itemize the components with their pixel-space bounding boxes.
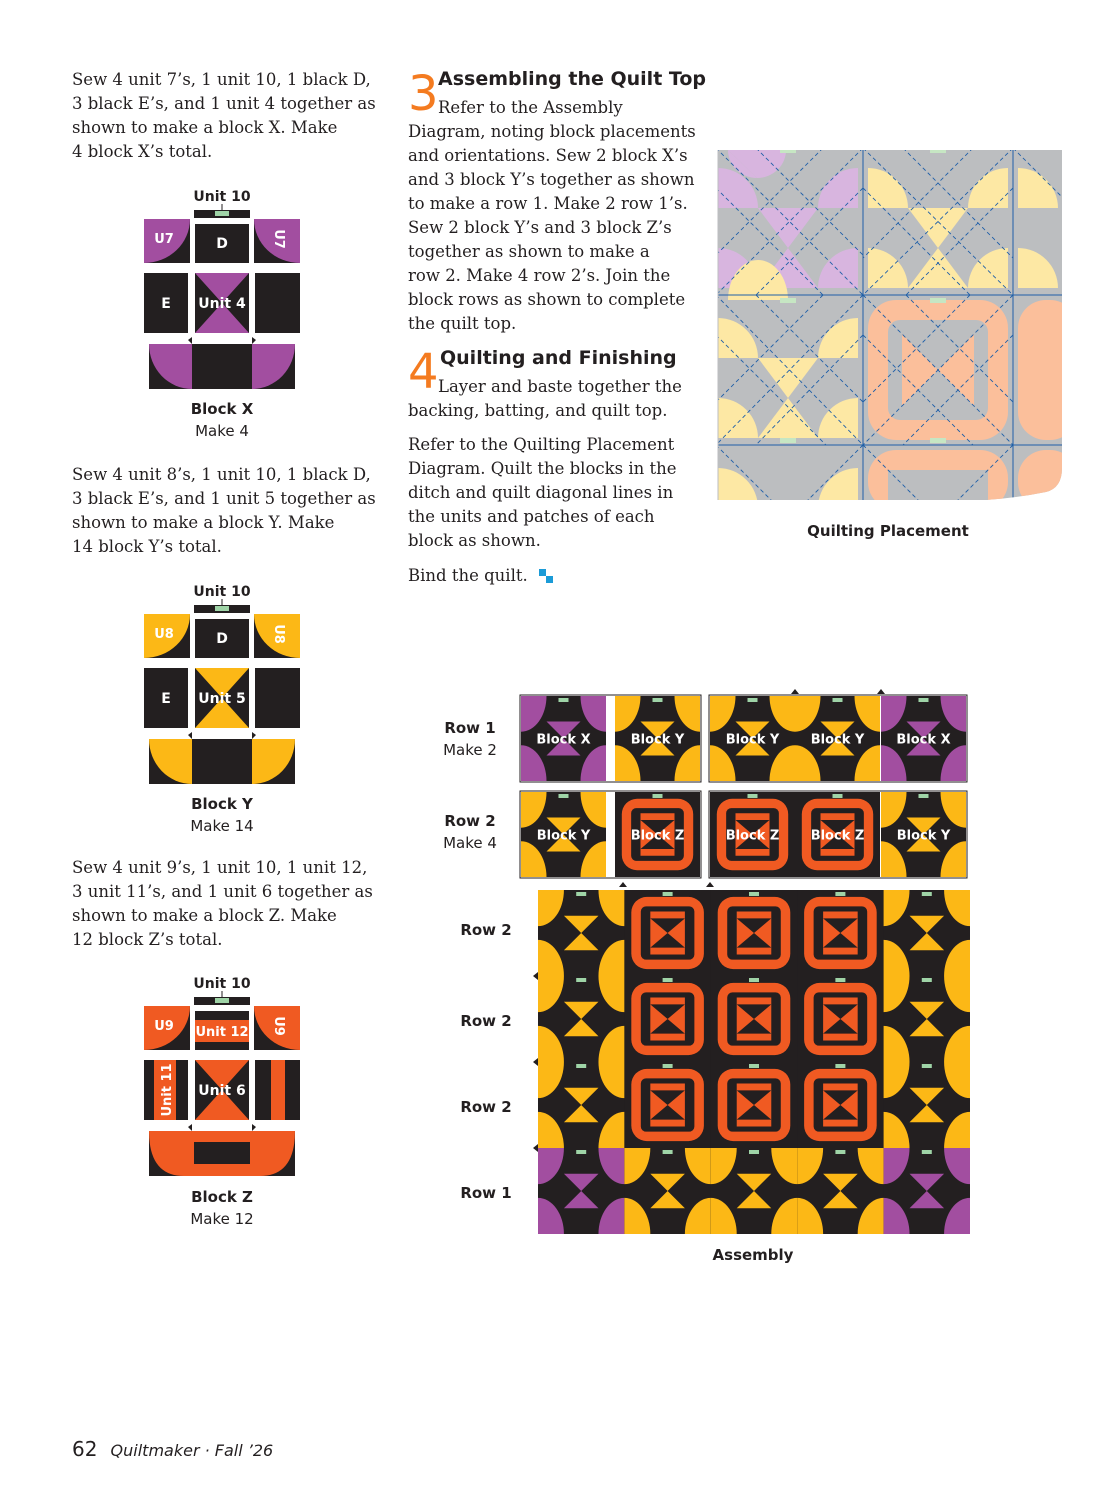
quilting-placement-diagram <box>716 148 1066 508</box>
unit10-label: Unit 10 <box>193 189 251 205</box>
center-label: Unit 4 <box>198 296 246 312</box>
block-label: Block X <box>896 732 951 748</box>
block-label: Block X <box>536 732 591 748</box>
seam-arrow <box>877 689 885 694</box>
publication-name: Quiltmaker · Fall ’26 <box>110 1441 274 1460</box>
caption-title: Block Z <box>191 1188 253 1206</box>
block-x <box>521 696 606 781</box>
block-y <box>538 1062 624 1148</box>
end-mark-icon <box>539 569 553 583</box>
block-z <box>797 890 883 976</box>
block-x-caption <box>122 398 322 442</box>
instructions-block-y: Sew 4 unit 8’s, 1 unit 10, 1 black D, 3 black E’s, and 1 unit 5 together as shown to make a block Y. Make 14 block Y’s total. <box>72 465 376 556</box>
caption-make: Make 12 <box>190 1210 254 1228</box>
block-z <box>624 976 710 1062</box>
block-label: Block Y <box>810 732 865 748</box>
block-z <box>615 792 700 877</box>
bind-line: Bind the quilt. <box>408 564 553 588</box>
center-label: Unit 5 <box>198 691 246 707</box>
block-label: Block Y <box>536 828 591 844</box>
assembly-caption <box>653 1244 853 1266</box>
grid-row-label: Row 2 <box>460 1098 512 1116</box>
block-label: Block Y <box>630 732 685 748</box>
block-label: Block Y <box>896 828 951 844</box>
caption-title: Block Y <box>191 795 253 813</box>
step-3-title: Assembling the Quilt Top <box>438 68 706 90</box>
corner-label: U7 <box>154 232 174 247</box>
block-x-diagram <box>142 184 302 394</box>
patch-e <box>255 668 300 728</box>
block-z <box>711 1062 797 1148</box>
block-label: Block Z <box>725 828 780 844</box>
block-y <box>710 696 795 781</box>
page-number: 62 <box>72 1437 98 1461</box>
block-z <box>797 1062 883 1148</box>
block-label: Block Y <box>725 732 780 748</box>
unit10-label: Unit 10 <box>193 584 251 600</box>
block-y <box>538 890 624 976</box>
block-z <box>711 976 797 1062</box>
grid-row-label: Row 1 <box>460 1184 512 1202</box>
unit-12-label: Unit 12 <box>195 1025 249 1040</box>
seam-arrow <box>619 882 627 887</box>
row1-label: Row 1 Make 2 <box>443 719 497 759</box>
patch-d-label: D <box>216 631 228 647</box>
caption-make: Make 14 <box>190 817 254 835</box>
caption-make: Make 4 <box>195 422 249 440</box>
seam-arrow <box>533 1058 538 1066</box>
instructions-block-x: Sew 4 unit 7’s, 1 unit 10, 1 black D, 3 black E’s, and 1 unit 4 together as shown to make a block X. Make 4 block X’s total. <box>72 70 376 161</box>
block-z-diagram <box>142 971 302 1181</box>
block-y <box>538 976 624 1062</box>
page-footer <box>72 1437 273 1461</box>
block-label: Block Z <box>630 828 685 844</box>
block-y-caption <box>122 793 322 837</box>
block-y <box>624 1148 710 1234</box>
grid-row-label: Row 2 <box>460 921 512 939</box>
block-y-diagram <box>142 579 302 789</box>
block-x <box>881 696 966 781</box>
step-3-number: 3 <box>408 66 439 122</box>
block-y <box>884 976 970 1062</box>
caption-title: Assembly <box>712 1246 794 1264</box>
quilting-placement-caption <box>788 520 988 542</box>
block-z-caption <box>122 1186 322 1230</box>
block-z <box>710 792 795 877</box>
corner-label: U9 <box>271 1016 286 1036</box>
block-y <box>884 1062 970 1148</box>
patch-e-label: E <box>161 691 171 707</box>
block-y <box>521 792 606 877</box>
block-z <box>795 792 880 877</box>
block-y <box>615 696 700 781</box>
row2-label: Row 2 Make 4 <box>443 812 497 852</box>
seam-arrow <box>533 972 538 980</box>
caption-title: Quilting Placement <box>807 522 969 540</box>
block-x <box>884 1148 970 1234</box>
block-label: Block Z <box>810 828 865 844</box>
step-4-quilting: Refer to the Quilting Placement Diagram. Quilt the blocks in the ditch and quilt diagonal lines in the units and patches of each block as shown. <box>408 435 677 550</box>
patch-d-label: D <box>216 236 228 252</box>
center-label: Unit 6 <box>198 1083 246 1099</box>
block-y <box>711 1148 797 1234</box>
step-3-body: Refer to the Assembly Diagram, noting block placements and orientations. Sew 2 block X’s and 3 block Y’s together as shown to make a row 1. Make 2 row 1’s. Sew 2 block Y’s and 3 block Z’s together as shown to make a row 2. Make 4 row 2’s. Join the block rows as shown to complete the quilt top. <box>408 98 696 333</box>
seam-arrow <box>706 882 714 887</box>
block-x <box>538 1148 624 1234</box>
block-z <box>797 976 883 1062</box>
block-y <box>884 890 970 976</box>
assembly-diagram <box>518 690 978 1240</box>
block-y <box>881 792 966 877</box>
step-4-title: Quilting and Finishing <box>440 347 677 369</box>
corner-label: U9 <box>154 1019 174 1034</box>
patch-e-label: E <box>161 296 171 312</box>
step-4-number: 4 <box>408 344 439 400</box>
unit10-label: Unit 10 <box>193 976 251 992</box>
instructions-block-z: Sew 4 unit 9’s, 1 unit 10, 1 unit 12, 3 unit 11’s, and 1 unit 6 together as shown to make a block Z. Make 12 block Z’s total. <box>72 858 373 949</box>
seam-arrow <box>533 1144 538 1152</box>
block-z <box>624 890 710 976</box>
corner-label: U7 <box>271 229 286 249</box>
patch-e <box>255 273 300 333</box>
block-y <box>795 696 880 781</box>
block-z <box>624 1062 710 1148</box>
corner-label: U8 <box>271 624 286 644</box>
block-y <box>797 1148 883 1234</box>
step-4-body: Layer and baste together the backing, batting, and quilt top. <box>408 377 682 420</box>
block-z <box>711 890 797 976</box>
seam-arrow <box>791 689 799 694</box>
unit-11-label: Unit 11 <box>160 1063 175 1117</box>
corner-label: U8 <box>154 627 174 642</box>
caption-title: Block X <box>190 400 254 418</box>
grid-row-label: Row 2 <box>460 1012 512 1030</box>
